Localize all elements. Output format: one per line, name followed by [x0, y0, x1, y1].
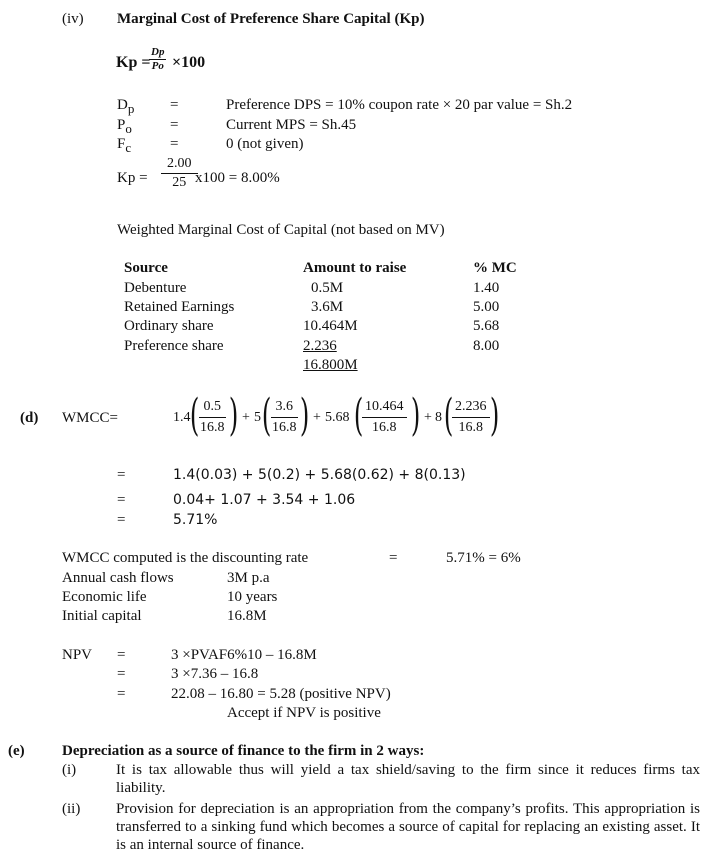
section-d-label: (d)	[20, 410, 39, 426]
def-symbol-fc: $F_c$	[117, 136, 132, 155]
kp-formula-tail: ×100	[172, 54, 206, 71]
term-numerator: 3.6	[271, 397, 299, 418]
term-denominator: 16.8	[200, 420, 225, 435]
npv-line: 3 ×PVAF6%10 – 16.8M	[171, 647, 317, 663]
npv-line: 3 ×7.36 – 16.8	[171, 666, 259, 682]
wmcc-lhs: WMCC=	[62, 410, 118, 426]
term-coefficient: 8	[435, 410, 442, 425]
summary-value: 16.8M	[227, 608, 267, 624]
table-cell-mc: 8.00	[473, 338, 500, 354]
step-eq: =	[117, 492, 126, 508]
step-eq: =	[117, 512, 126, 528]
step-text: 1.4(0.03) + 5(0.2) + 5.68(0.62) + 8(0.13)	[173, 467, 466, 483]
summary-value: 3M p.a	[227, 570, 270, 586]
term-fraction	[198, 397, 227, 438]
term-numerator: 0.5	[199, 397, 227, 418]
term-denominator: 16.8	[272, 420, 297, 435]
wmcc-table-heading: Weighted Marginal Cost of Capital (not based on MV)	[117, 222, 445, 238]
point-text: Provision for depreciation is an appropriation from the company’s profits. This appropriation is transferred to a sinking fund which becomes a source of capital for replacing an existing asset. It is an internal source of finance.	[116, 801, 700, 853]
left-paren: (	[443, 390, 454, 441]
right-paren: )	[299, 390, 310, 441]
right-paren: )	[228, 390, 239, 441]
term-denominator: 16.8	[458, 420, 483, 435]
npv-eq: =	[117, 647, 126, 663]
def-text-dp: Preference DPS = 10% coupon rate × 20 par value = Sh.2	[226, 97, 573, 113]
summary-value: 10 years	[227, 589, 278, 605]
table-cell-amount: 0.5M	[311, 280, 344, 296]
table-cell-source: Debenture	[124, 280, 187, 296]
kp-calc-denominator: 25	[172, 175, 187, 190]
table-cell-source: Ordinary share	[124, 318, 214, 334]
step-text: 5.71%	[173, 512, 218, 528]
table-header-source: Source	[124, 260, 168, 276]
step-text: 0.04+ 1.07 + 3.54 + 1.06	[173, 492, 356, 508]
point-number: (i)	[62, 762, 77, 778]
summary-value: 5.71% = 6%	[446, 550, 521, 566]
term-denominator: 16.8	[372, 420, 397, 435]
kp-formula-fraction	[149, 46, 166, 73]
right-paren: )	[489, 390, 500, 441]
point-number: (ii)	[62, 801, 81, 817]
def-eq: =	[170, 117, 179, 133]
def-symbol-dp: $D_p$	[117, 97, 135, 116]
def-text-po: Current MPS = Sh.45	[226, 117, 357, 133]
table-cell-source: Preference share	[124, 338, 224, 354]
table-cell-mc: 1.40	[473, 280, 500, 296]
def-symbol-po: $P_o$	[117, 117, 132, 136]
term-fraction	[362, 397, 407, 438]
section-e-title: Depreciation as a source of finance to the firm in 2 ways:	[62, 743, 425, 759]
plus-sign: +	[242, 410, 250, 425]
kp-formula-denominator: Po	[151, 60, 164, 72]
npv-eq: =	[117, 666, 126, 682]
kp-calc-fraction	[161, 155, 198, 192]
kp-formula-numerator: Dp	[151, 46, 165, 58]
left-paren: (	[353, 390, 364, 441]
plus-sign: +	[424, 410, 432, 425]
term-coefficient: 1.4	[173, 410, 191, 425]
table-header-amount: Amount to raise	[303, 260, 407, 276]
summary-label: Economic life	[62, 589, 147, 605]
term-numerator: 2.236	[452, 397, 490, 418]
right-paren: )	[410, 390, 421, 441]
table-cell-mc: 5.68	[473, 318, 500, 334]
kp-calc-numerator: 2.00	[161, 155, 198, 174]
kp-calc-tail: x100 = 8.00%	[195, 170, 280, 186]
table-cell-amount: 3.6M	[311, 299, 344, 315]
def-eq: =	[170, 136, 179, 152]
npv-eq: =	[117, 686, 126, 702]
section-e-label: (e)	[8, 743, 25, 759]
table-cell-mc: 5.00	[473, 299, 500, 315]
section-iv-label: (iv)	[62, 11, 84, 27]
summary-label: Initial capital	[62, 608, 142, 624]
summary-label: WMCC computed is the discounting rate	[62, 550, 309, 566]
kp-formula-lhs: Kp =	[116, 54, 151, 71]
table-cell-source: Retained Earnings	[124, 299, 235, 315]
npv-line: 22.08 – 16.80 = 5.28 (positive NPV)	[171, 686, 391, 702]
def-eq: =	[170, 97, 179, 113]
table-total: 16.800M	[303, 357, 358, 373]
point-text: It is tax allowable thus will yield a tax shield/saving to the firm since it reduces firms tax liability.	[116, 762, 700, 796]
kp-calc-lhs: Kp =	[117, 170, 148, 186]
term-coefficient: 5	[254, 410, 261, 425]
table-cell-amount: 2.236	[303, 338, 337, 354]
summary-label: Annual cash flows	[62, 570, 174, 586]
summary-eq: =	[389, 550, 398, 566]
npv-decision: Accept if NPV is positive	[227, 705, 381, 721]
term-numerator: 10.464	[362, 397, 407, 418]
table-header-mc: % MC	[473, 260, 517, 276]
term-fraction	[452, 397, 490, 438]
section-iv-title: Marginal Cost of Preference Share Capital (Kp)	[117, 11, 425, 27]
step-eq: =	[117, 467, 126, 483]
plus-sign: +	[313, 410, 321, 425]
npv-label: NPV	[62, 647, 93, 663]
left-paren: (	[261, 390, 272, 441]
left-paren: (	[189, 390, 200, 441]
def-text-fc: 0 (not given)	[226, 136, 304, 152]
term-fraction	[270, 397, 299, 438]
term-coefficient: 5.68	[325, 410, 350, 425]
table-cell-amount: 10.464M	[303, 318, 358, 334]
